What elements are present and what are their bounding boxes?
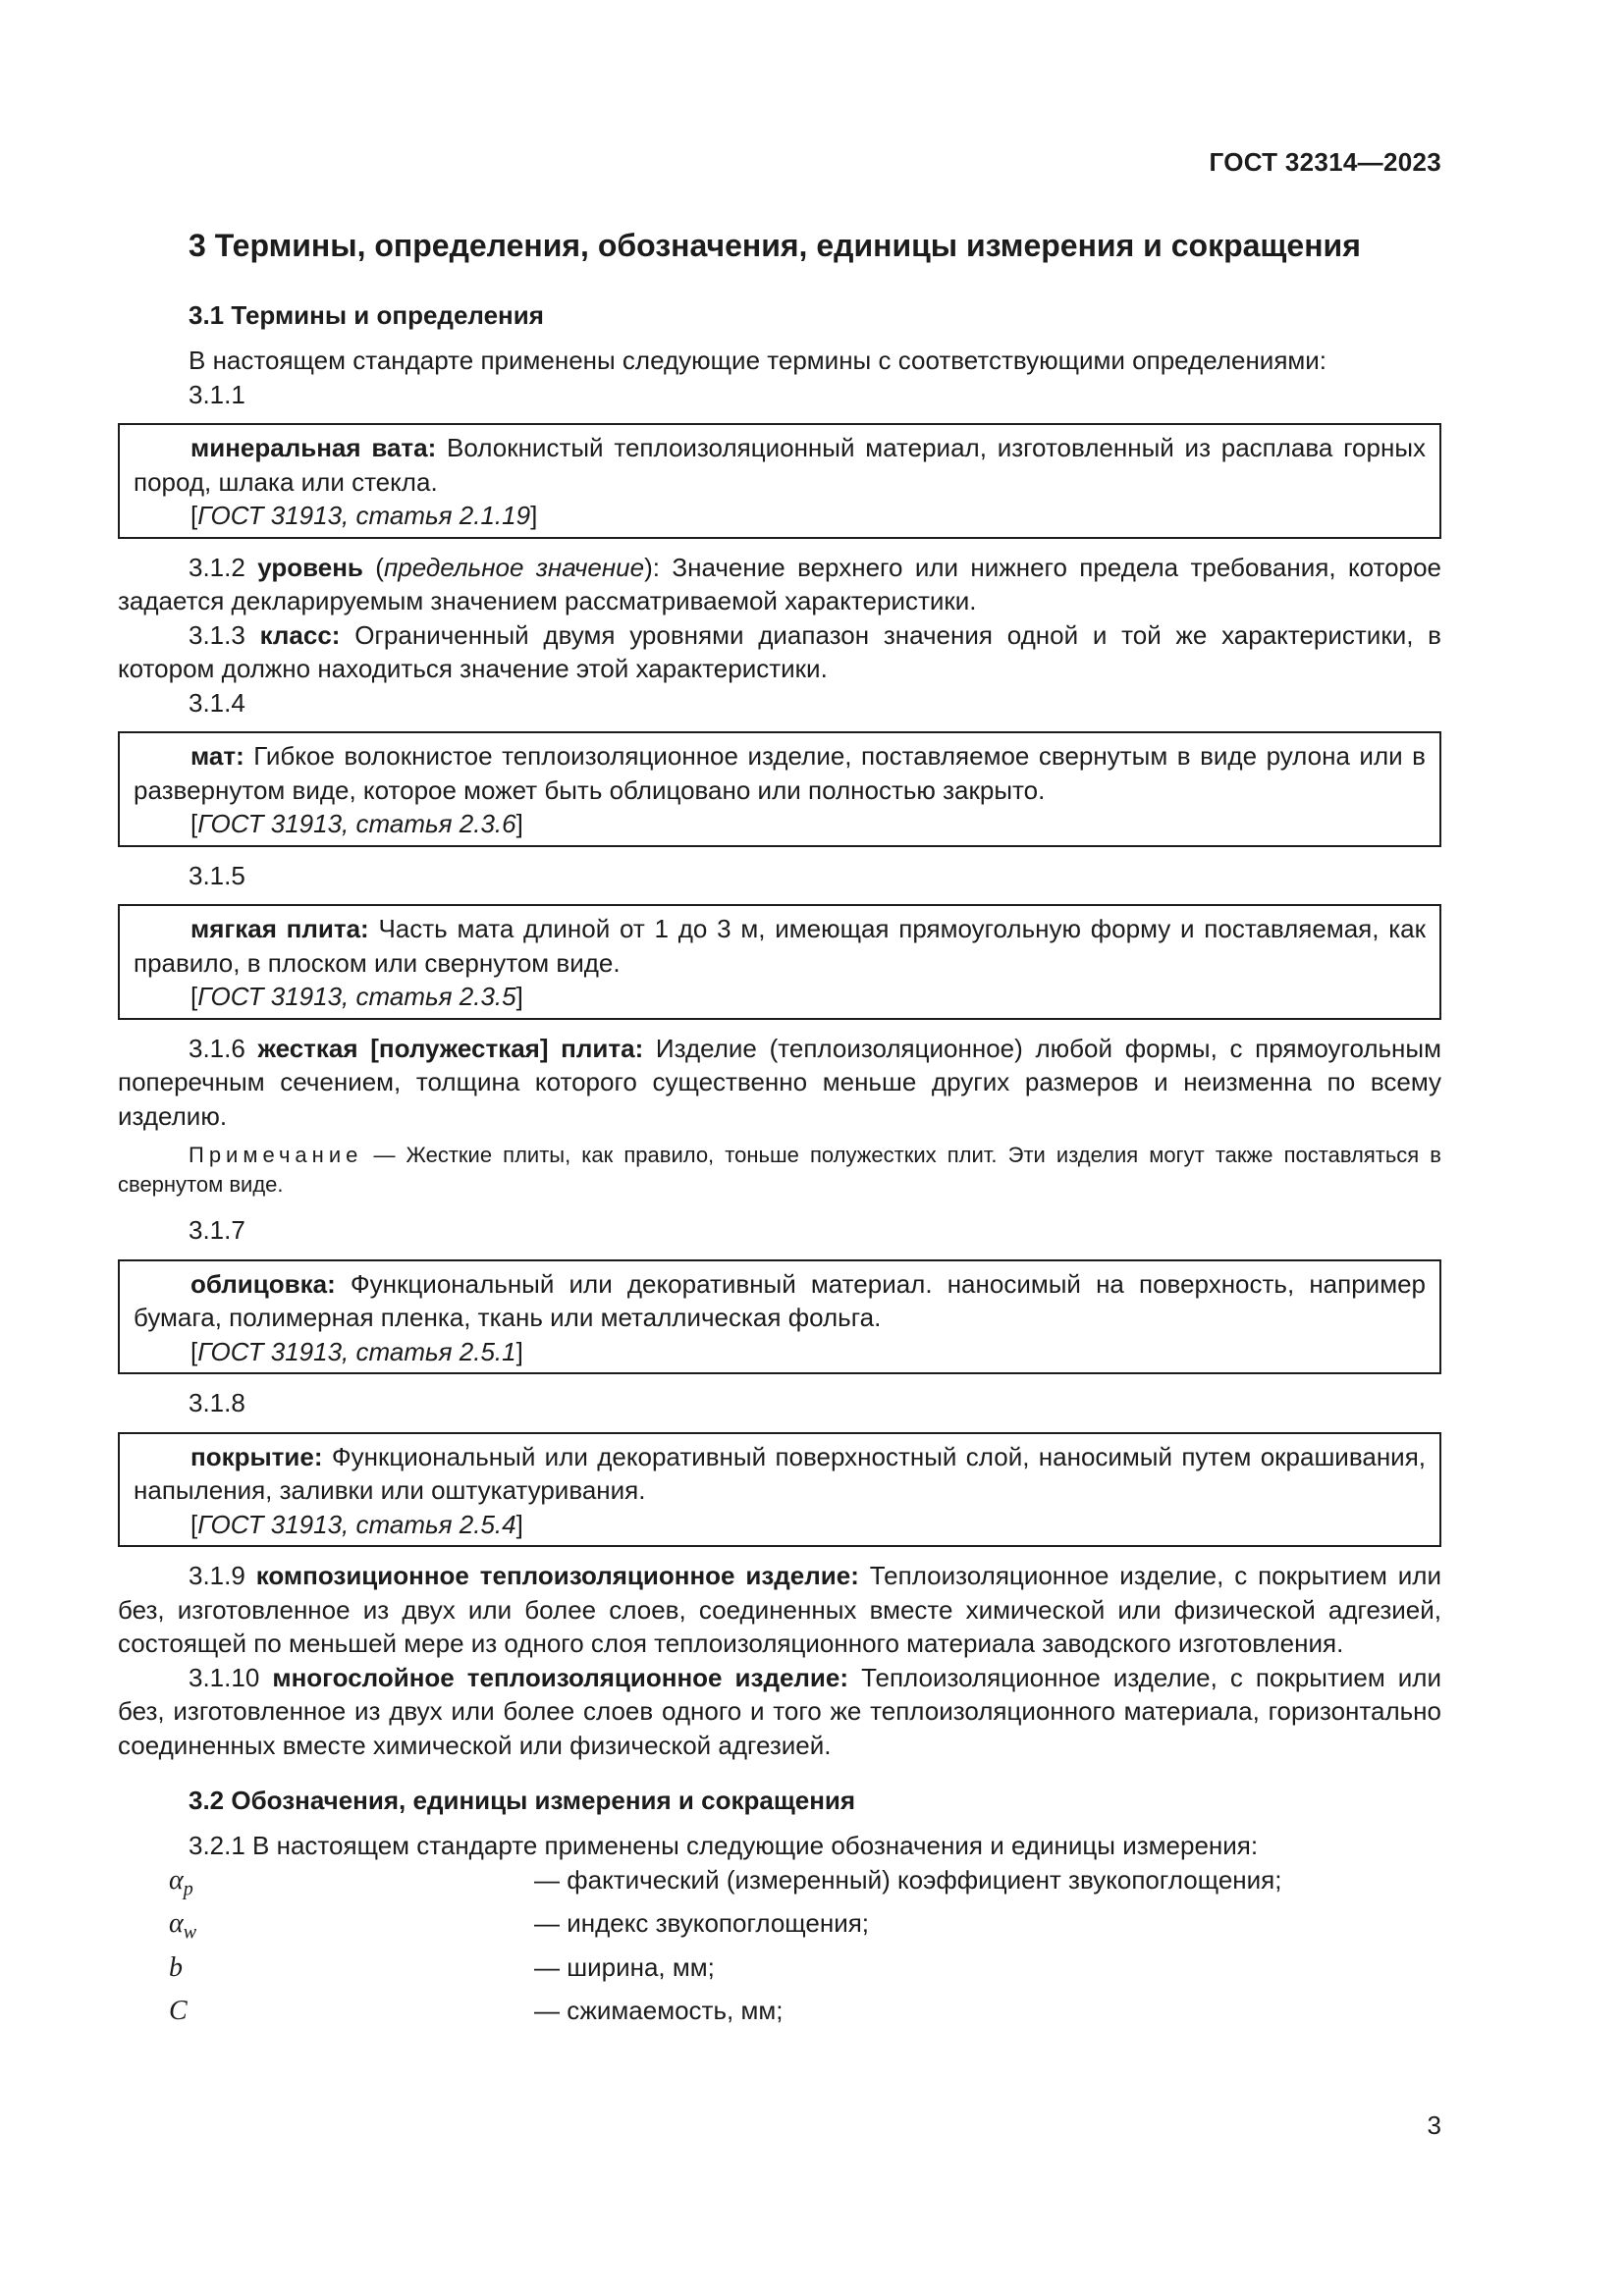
symbols-list	[118, 1863, 1441, 2038]
symbol-row	[118, 1950, 1441, 1995]
term-3-1-7-def: Функциональный или декоративный материал. наносимый на поверхность, например бумага, полимерная пленка, ткань или металлическая фольга.	[134, 1268, 1426, 1332]
bracket-close: ]	[515, 1509, 523, 1539]
term-3-1-5-box	[118, 904, 1441, 1020]
term-3-1-7-source	[190, 1335, 1426, 1369]
term-3-1-3-number: 3.1.3	[189, 619, 245, 650]
term-3-1-9-def: Теплоизоляционное изделие, с покрытием или без, изготовленное из двух или более слоев, соединенных вместе химической или физической адгезией, состоящей по меньшей мере из одного слоя теплоизоляционного материала заводского изготовления.	[118, 1561, 1441, 1658]
term-3-1-1-box	[118, 423, 1441, 539]
section-3-2-1-intro: 3.2.1 В настоящем стандарте применены следующие обозначения и единицы измерения:	[189, 1831, 1259, 1860]
paren-open: (	[362, 552, 384, 582]
section-3-title: 3 Термины, определения, обозначения, единицы измерения и сокращения	[189, 228, 1361, 263]
symbol-row	[118, 1994, 1441, 2038]
page-header-standard: ГОСТ 32314—2023	[1209, 147, 1441, 177]
term-3-1-5-text	[134, 912, 1426, 980]
bracket-open: [	[190, 1336, 198, 1366]
bracket-open: [	[190, 809, 198, 838]
term-3-1-9-term: композиционное теплоизоляционное изделие:	[255, 1561, 859, 1590]
term-3-1-5-term: мягкая плита:	[190, 914, 369, 943]
symbol-definition: — ширина, мм;	[534, 1951, 715, 1982]
note-text: — Жесткие плиты, как правило, тоньше полужестких плит. Эти изделия могут также поставляться в свернутом виде.	[118, 1143, 1441, 1197]
term-3-1-4-source	[190, 807, 1426, 841]
term-3-1-8-text	[134, 1440, 1426, 1508]
bracket-open: [	[190, 501, 198, 530]
symbol	[118, 1950, 534, 1995]
term-3-1-4-def: Гибкое волокнистое теплоизоляционное изделие, поставляемое свернутым в виде рулона или в развернутом виде, которое может быть облицовано или полностью закрыто.	[134, 741, 1426, 805]
symbol	[118, 1906, 534, 1950]
symbol-definition: — сжимаемость, мм;	[534, 1996, 784, 2026]
symbol-row	[118, 1863, 1441, 1907]
paren-close: ):	[644, 552, 660, 582]
page-number: 3	[1427, 2110, 1441, 2140]
term-3-1-9	[118, 1559, 1441, 1661]
term-3-1-10-number: 3.1.10	[189, 1662, 260, 1692]
bracket-close: ]	[530, 501, 538, 530]
symbol	[118, 1994, 534, 2038]
term-3-1-5-number: 3.1.5	[189, 860, 245, 890]
term-3-1-10	[118, 1661, 1441, 1763]
symbol-base: b	[169, 1951, 183, 1983]
term-3-1-1-number: 3.1.1	[189, 379, 245, 409]
term-3-1-8-box	[118, 1432, 1441, 1548]
term-3-1-10-def: Теплоизоляционное изделие, с покрытием или без, изготовленное из двух или более слоев одного и того же теплоизоляционного материала, горизонтально соединенных вместе химической или физической адгезией.	[118, 1662, 1441, 1760]
term-3-1-2-number: 3.1.2	[189, 552, 245, 582]
symbol-base: α	[169, 1864, 184, 1896]
term-3-1-1-source	[190, 499, 1426, 533]
term-3-1-5-def: Часть мата длиной от 1 до 3 м, имеющая прямоугольную форму и поставляемая, как правило, в плоском или свернутом виде.	[134, 914, 1426, 978]
term-3-1-4-text	[134, 739, 1426, 807]
term-3-1-4-term: мат:	[190, 741, 244, 771]
term-3-1-4-number: 3.1.4	[189, 687, 245, 718]
bracket-close: ]	[515, 982, 523, 1011]
term-3-1-9-number: 3.1.9	[189, 1561, 245, 1590]
term-3-1-4-box	[118, 731, 1441, 847]
term-3-1-6-note	[118, 1141, 1441, 1200]
section-3-1-intro: В настоящем стандарте применены следующие термины с соответствующими определениями:	[189, 346, 1327, 375]
bracket-open: [	[190, 1509, 198, 1539]
symbol	[118, 1863, 534, 1907]
term-3-1-2	[118, 551, 1441, 618]
term-3-1-1-text	[134, 431, 1426, 499]
term-3-1-1-def: Волокнистый теплоизоляционный материал, изготовленный из расплава горных пород, шлака или стекла.	[134, 433, 1426, 497]
term-3-1-3-term: класс:	[259, 619, 341, 650]
term-3-1-8-def: Функциональный или декоративный поверхностный слой, наносимый путем окрашивания, напыления, заливки или оштукатуривания.	[134, 1441, 1426, 1505]
term-3-1-2-def: Значение верхнего или нижнего предела требования, которое задается декларируемым значением рассматриваемой характеристики.	[118, 552, 1441, 615]
term-3-1-7-number: 3.1.7	[189, 1215, 245, 1245]
term-3-1-3	[118, 618, 1441, 686]
symbol-subscript: w	[183, 1921, 197, 1944]
page-content	[118, 226, 1441, 2038]
term-3-1-6-number: 3.1.6	[189, 1033, 245, 1063]
term-3-1-1-term: минеральная вата:	[190, 433, 437, 462]
symbol-definition: — фактический (измеренный) коэффициент звукопоглощения;	[534, 1864, 1282, 1895]
source-ref: ГОСТ 31913, статья 2.3.5	[197, 982, 516, 1011]
term-3-1-6	[118, 1032, 1441, 1134]
bracket-close: ]	[515, 1336, 523, 1366]
term-3-1-2-alt: предельное значение	[383, 552, 645, 582]
source-ref: ГОСТ 31913, статья 2.5.4	[197, 1509, 516, 1539]
symbol-row	[118, 1906, 1441, 1950]
term-3-1-7-box	[118, 1259, 1441, 1375]
symbol-subscript: p	[183, 1878, 193, 1900]
term-3-1-6-term: жесткая [полужесткая] плита:	[257, 1033, 644, 1063]
term-3-1-6-def: Изделие (теплоизоляционное) любой формы, с прямоугольным поперечным сечением, толщина которого существенно меньше других размеров и неизменна по всему изделию.	[118, 1033, 1441, 1131]
source-ref: ГОСТ 31913, статья 2.1.19	[197, 501, 531, 530]
symbol-base: α	[169, 1908, 184, 1940]
source-ref: ГОСТ 31913, статья 2.5.1	[197, 1336, 516, 1366]
symbol-base: C	[169, 1996, 188, 2027]
term-3-1-7-term: облицовка:	[190, 1268, 336, 1299]
term-3-1-8-number: 3.1.8	[189, 1388, 245, 1417]
note-label: Примечание	[189, 1143, 363, 1167]
symbol-definition: — индекс звукопоглощения;	[534, 1908, 870, 1939]
section-3-1-title: 3.1 Термины и определения	[189, 300, 544, 330]
term-3-1-8-source	[190, 1508, 1426, 1542]
section-3-2-title: 3.2 Обозначения, единицы измерения и сокращения	[189, 1786, 856, 1815]
term-3-1-3-def: Ограниченный двумя уровнями диапазон значения одной и той же характеристики, в котором должно находиться значение этой характеристики.	[118, 619, 1441, 683]
term-3-1-8-term: покрытие:	[190, 1441, 323, 1471]
bracket-open: [	[190, 982, 198, 1011]
source-ref: ГОСТ 31913, статья 2.3.6	[197, 809, 516, 838]
term-3-1-10-term: многослойное теплоизоляционное изделие:	[272, 1662, 849, 1692]
bracket-close: ]	[515, 809, 523, 838]
term-3-1-5-source	[190, 980, 1426, 1014]
term-3-1-7-text	[134, 1267, 1426, 1335]
term-3-1-2-term: уровень	[257, 552, 363, 582]
